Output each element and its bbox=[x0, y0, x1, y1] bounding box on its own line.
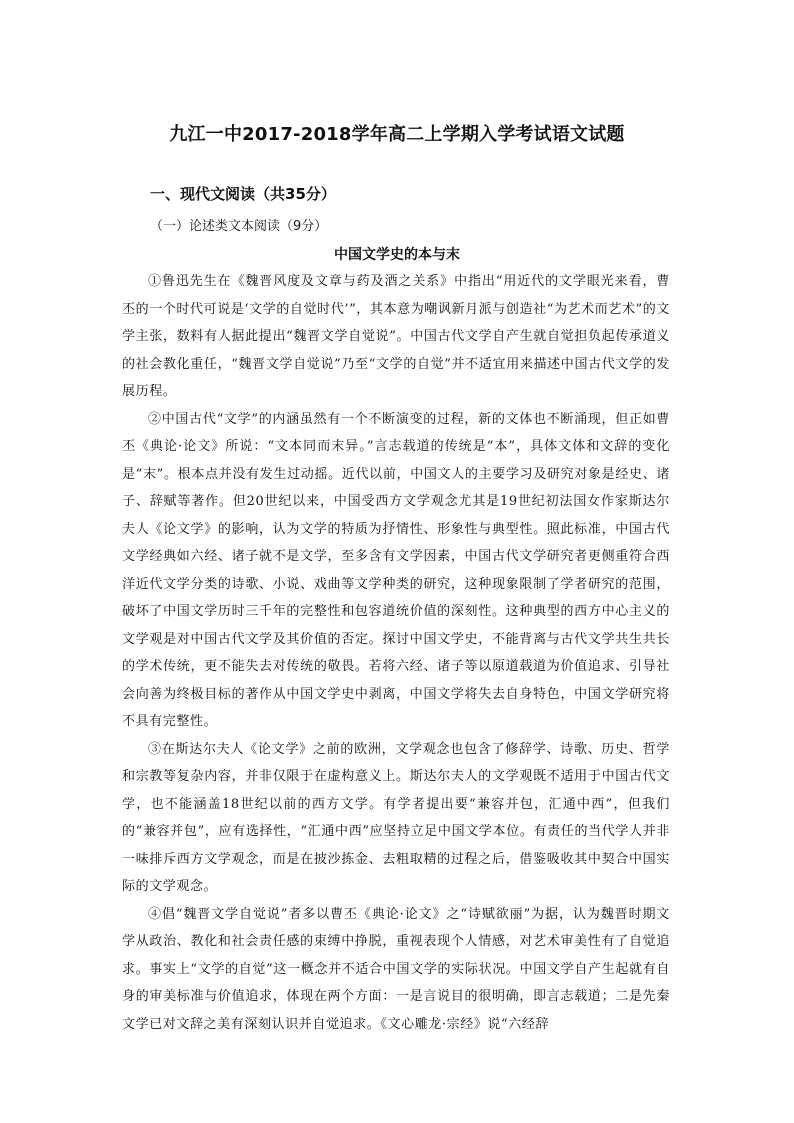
article-title: 中国文学史的本与末 bbox=[334, 247, 460, 263]
paragraph-3: ③在斯达尔夫人《论文学》之前的欧洲，文学观念也包含了修辞学、诗歌、历史、哲学和宗教等复杂内容，并非仅限于在虚构意义上。斯达尔夫人的文学观既不适用于中国古代文学，也不能涵盖18世纪以前的西方文学。有学者提出要“兼容并包，汇通中西”，但我们的“兼容并包”，应有选择性，“汇通中西”应坚持立足中国文学本位。有责任的当代学人并非一味排斥西方文学观念，而是在披沙拣金、去粗取精的过程之后，借鉴吸收其中契合中国实际的文学观念。 bbox=[122, 741, 670, 894]
paragraph-1: ①鲁迅先生在《魏晋风度及文章与药及酒之关系》中指出“用近代的文学眼光来看，曹丕的一个时代可说是‘文学的自觉时代’”，其本意为嘲讽新月派与创造社“为艺术而艺术”的文学主张，数料有人据此提出“魏晋文学自觉说”。中国古代文学自产生就自觉担负起传承道义的社会教化重任，“魏晋文学自觉说”乃至“文学的自觉”并不适宜用来描述中国古代文学的发展历程。 bbox=[122, 274, 671, 399]
section-heading: 一、现代文阅读（共35分） bbox=[150, 185, 336, 203]
article-body bbox=[122, 268, 670, 1038]
paragraph-2: ②中国古代“文学”的内涵虽然有一个不断演变的过程，新的文体也不断涌现，但正如曹丕《典论·论文》所说：“文本同而末异。”言志载道的传统是“本”，具体文体和文辞的变化是“末”。根本点并没有发生过动摇。近代以前，中国文人的主要学习及研究对象是经史、诸子、辞赋等著作。但20世纪以来，中国受西方文学观念尤其是19世纪初法国女作家斯达尔夫人《论文学》的影响，认为文学的特质为抒情性、形象性与典型性。照此标准，中国古代文学经典如六经、诸子就不是文学，至多含有文学因素，中国古代文学研究者更侧重符合西洋近代文学分类的诗歌、小说、戏曲等文学种类的研究，这种现象限制了学者研究的范围，破坏了中国文学历时三千年的完整性和包容道统价值的深刻性。这种典型的西方中心主义的文学观是对中国古代文学及其价值的否定。探讨中国文学史，不能背离与古代文学共生共长的学术传统，更不能失去对传统的敬畏。若将六经、诸子等以原道载道为价值追求、引导社会向善为终极目标的著作从中国文学史中剥离，中国文学将失去自身特色，中国文学研究将不具有完整性。 bbox=[122, 411, 670, 729]
document-title: 九江一中2017-2018学年高二上学期入学考试语文试题 bbox=[169, 124, 625, 145]
subsection-heading: （一）论述类文本阅读（9分） bbox=[150, 219, 328, 234]
paragraph-4: ④倡“魏晋文学自觉说”者多以曹丕《典论·论文》之“诗赋欲丽”为据，认为魏晋时期文学从政治、教化和社会责任感的束缚中挣脱，重视表现个人情感，对艺术审美性有了自觉追求。事实上“文学的自觉”这一概念并不适合中国文学的实际状况。中国文学自产生起就有自身的审美标准与价值追求，体现在两个方面：一是言说目的很明确，即言志载道；二是先秦文学已对文辞之美有深刻认识并自觉追求。《文心雕龙·宗经》说“六经辞 bbox=[122, 906, 670, 1032]
